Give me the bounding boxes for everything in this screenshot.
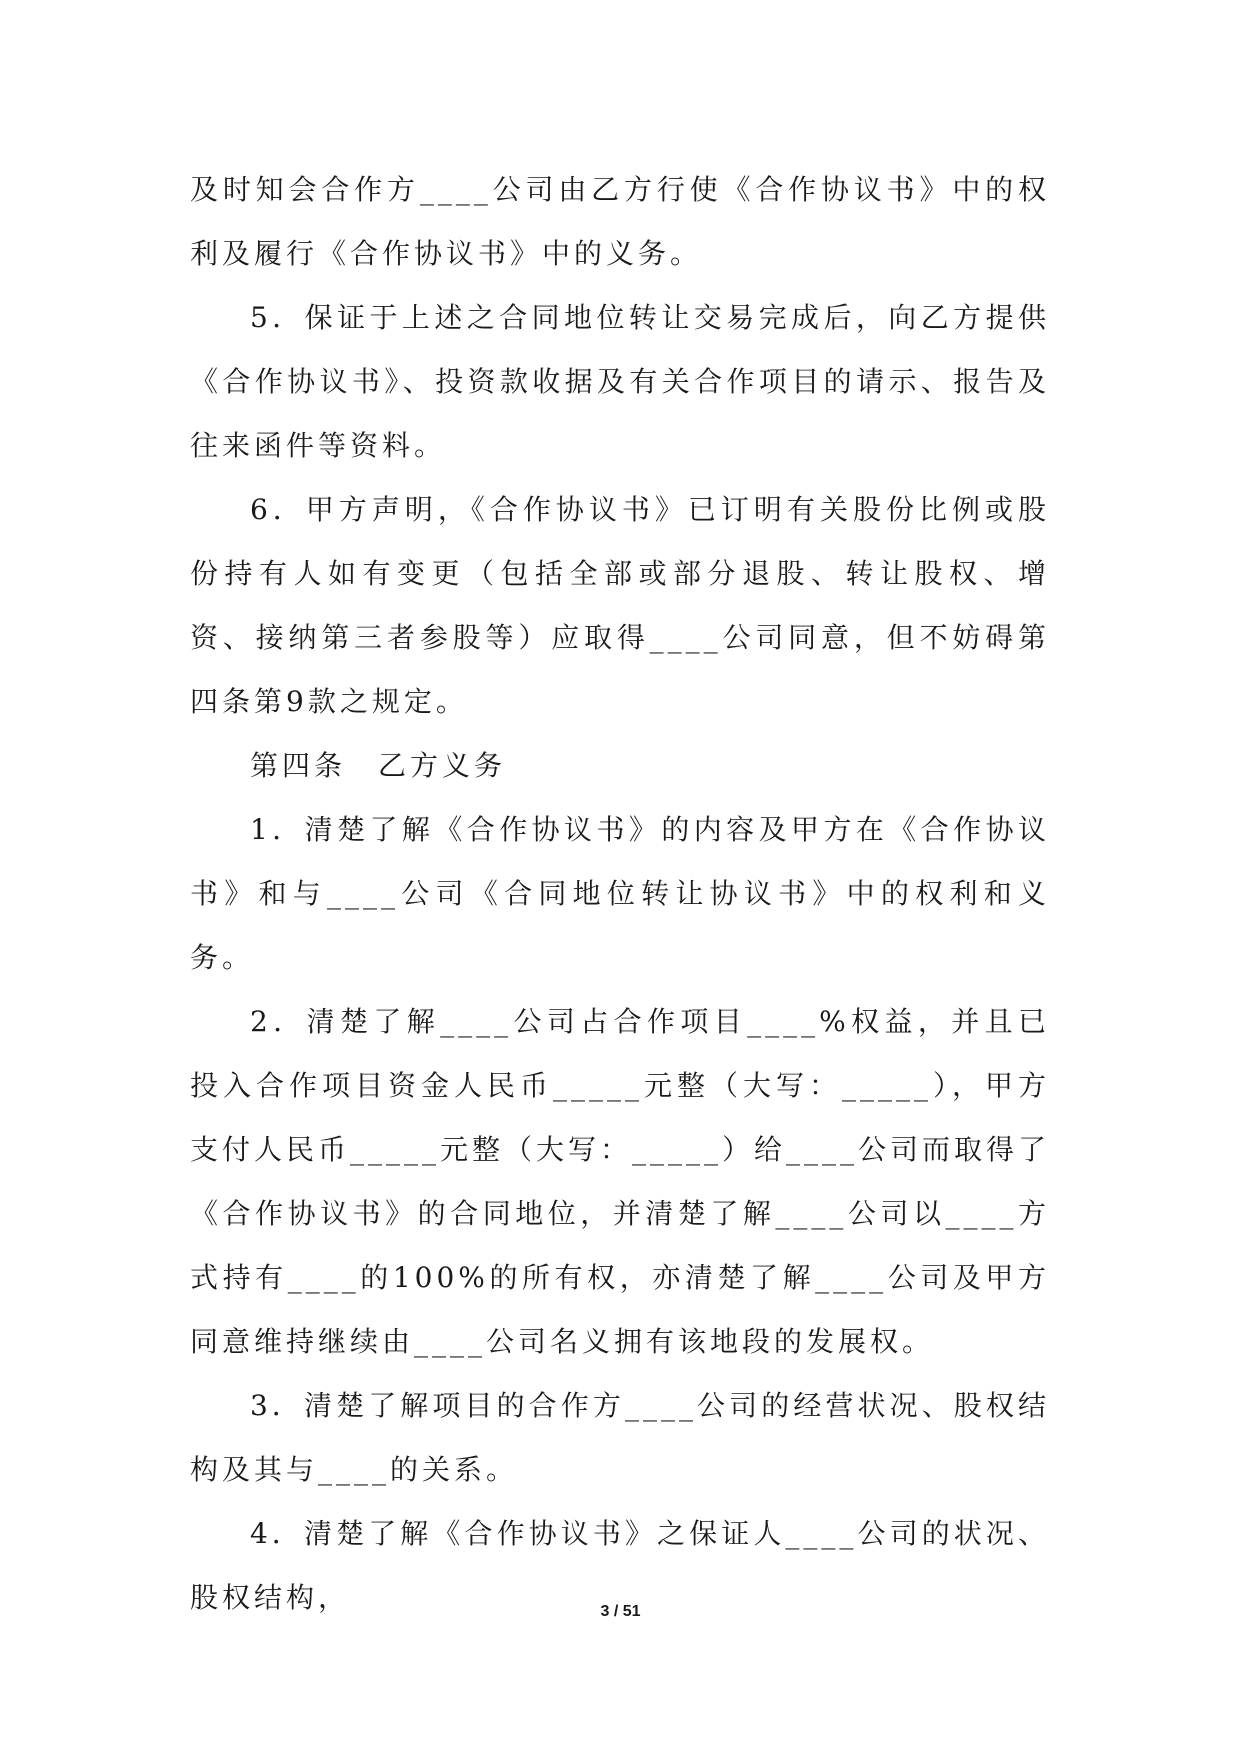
paragraph-continuation: 及时知会合作方____公司由乙方行使《合作协议书》中的权利及履行《合作协议书》中的义务。 xyxy=(190,173,1050,270)
paragraph-obligation-3: 3．清楚了解项目的合作方____公司的经营状况、股权结构及其与____的关系。 xyxy=(190,1389,1050,1486)
paragraph-item-6: 6．甲方声明，《合作协议书》已订明有关股份比例或股份持有人如有变更（包括全部或部分退股、转让股权、增资、接纳第三者参股等）应取得____公司同意，但不妨碍第四条第9款之规定。 xyxy=(190,493,1050,718)
document-body xyxy=(190,158,1050,1630)
paragraph-obligation-1: 1．清楚了解《合作协议书》的内容及甲方在《合作协议书》和与____公司《合同地位转让协议书》中的权利和义务。 xyxy=(190,813,1050,974)
section-heading-article-4: 第四条 乙方义务 xyxy=(250,749,507,782)
paragraph-obligation-4: 4．清楚了解《合作协议书》之保证人____公司的状况、股权结构， xyxy=(190,1517,1050,1614)
page-number: 3 / 51 xyxy=(600,1603,641,1620)
paragraph-item-5: 5．保证于上述之合同地位转让交易完成后，向乙方提供《合作协议书》、投资款收据及有关合作项目的请示、报告及往来函件等资料。 xyxy=(190,301,1050,462)
paragraph-obligation-2: 2．清楚了解____公司占合作项目____%权益，并且已投入合作项目资金人民币_____元整（大写：_____），甲方支付人民币_____元整（大写：_____）给____公司而取得了《合作协议书》的合同地位，并清楚了解____公司以____方式持有____的100%的所有权，亦清楚了解____公司及甲方同意维持继续由____公司名义拥有该地段的发展权。 xyxy=(190,1005,1051,1358)
